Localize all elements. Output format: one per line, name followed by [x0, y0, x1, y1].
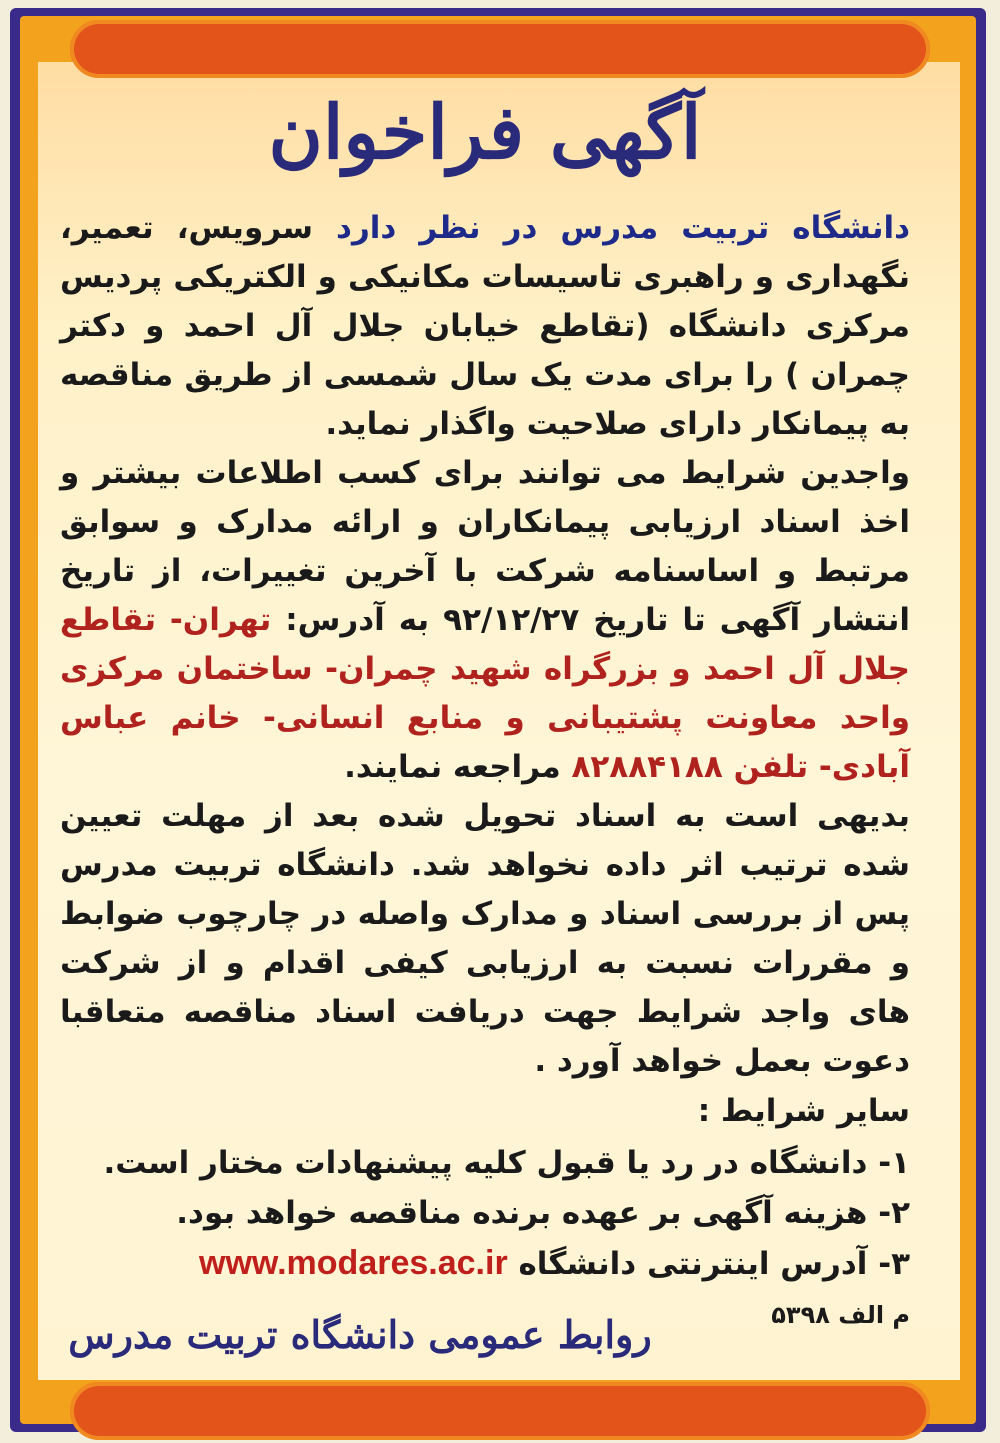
paragraph-intro [60, 204, 910, 449]
paragraph-notice: بدیهی است به اسناد تحویل شده بعد از مهلت تعیین شده ترتیب اثر داده نخواهد شد. دانشگاه تربیت مدرس پس از بررسی اسناد و مدارک واصله در چارچوب ضوابط و مقررات نسبت به ارزیابی کیفی اقدام و از شرکت های واجد شرایط جهت دریافت اسناد مناقصه متعاقبا دعوت بعمل خواهد آورد . [60, 798, 910, 1079]
address-text: تهران- تقاطع جلال آل احمد و بزرگراه شهید چمران- ساختمان مرکزی واحد معاونت پشتیبانی و منابع انسانی- خانم عباس آبادی- تلفن ۸۲۸۸۴۱۸۸ [60, 602, 910, 785]
intro-lead: دانشگاه تربیت مدرس در نظر دارد [336, 210, 910, 246]
list-item-text: ۳- آدرس اینترنتی دانشگاه [507, 1246, 910, 1282]
bottom-decorative-bar [70, 1382, 930, 1440]
conditions-end: مراجعه نمایند. [344, 749, 572, 785]
list-item [60, 1238, 910, 1289]
conditions-text: واجدین شرایط می توانند برای کسب اطلاعات بیشتر و اخذ اسناد ارزیابی پیمانکاران و ارائه مدارک و سوابق مرتبط و اساسنامه شرکت با آخرین تغییرات، از تاریخ انتشار آگهی تا تاریخ ۹۲/۱۲/۲۷ به آدرس: [60, 455, 911, 638]
conditions-list [60, 1138, 910, 1289]
ad-content [60, 70, 910, 1370]
list-item: ۱- دانشگاه در رد یا قبول کلیه پیشنهادات مختار است. [103, 1145, 910, 1181]
footer-signature: روابط عمومی دانشگاه تربیت مدرس [68, 1312, 652, 1357]
intro-text: سرویس، تعمیر، نگهداری و راهبری تاسیسات مکانیکی و الکتریکی پردیس مرکزی دانشگاه (تقاطع خیابان جلال آل احمد و دکتر چمران ) را برای مدت یک سال شمسی از طریق مناقصه به پیمانکار دارای صلاحیت واگذار نماید. [60, 210, 910, 442]
reference-code: م الف ۵۳۹۸ [771, 1301, 910, 1329]
ad-title: آگهی فراخوان [268, 90, 702, 176]
paragraph-conditions [60, 449, 910, 792]
list-item: ۲- هزینه آگهی بر عهده برنده مناقصه خواهد بود. [176, 1195, 910, 1231]
website-link[interactable]: www.modares.ac.ir [199, 1244, 508, 1282]
other-conditions-heading: سایر شرایط : [697, 1093, 910, 1129]
